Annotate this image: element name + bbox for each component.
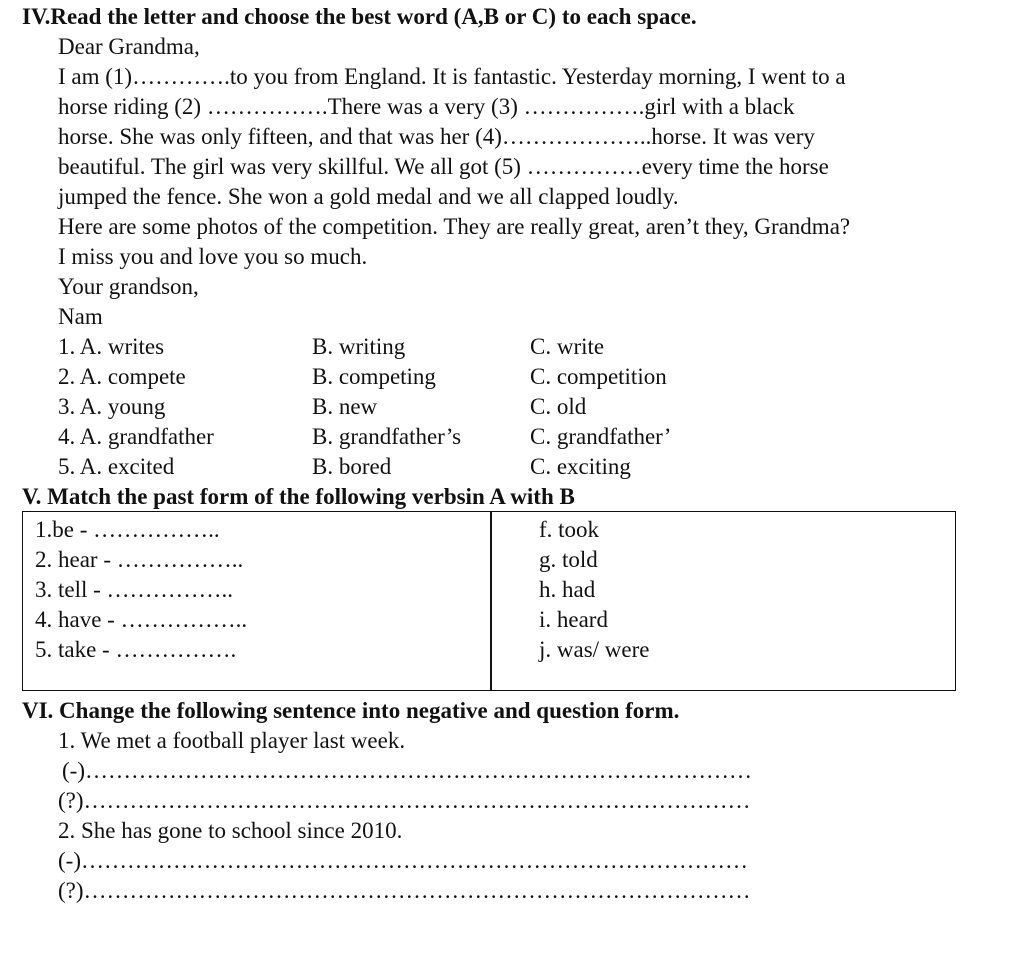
option-a: 3. A. young [58,394,166,419]
sentence-prompt: 1. We met a football player last week. [58,728,406,753]
letter-line: jumped the fence. She won a gold medal and we all clapped loudly. [58,184,679,209]
column-b-item: j. was/ were [539,637,650,662]
column-a-item: 4. have - …………….. [35,607,248,632]
letter-line: horse riding (2) …………….There was a very (3) …………….girl with a black [58,94,795,119]
option-a: 2. A. compete [58,364,186,389]
option-b: B. competing [312,364,436,389]
match-table [22,511,956,691]
option-a: 4. A. grandfather [58,424,214,449]
column-a-item: 1.be - …………….. [35,517,220,542]
option-c: C. exciting [530,454,631,479]
letter-line: beautiful. The girl was very skillful. We all got (5) ……………every time the horse [58,154,829,179]
option-c: C. competition [530,364,667,389]
option-c: C. old [530,394,587,419]
letter-line: Here are some photos of the competition. They are really great, aren’t they, Grandma? [58,214,851,239]
column-b-item: h. had [539,577,596,602]
column-a-item: 5. take - ……………. [35,637,237,662]
question-answer-line[interactable]: (?)…………………………………………………………………………… [58,878,751,903]
option-b: B. new [312,394,378,419]
letter-line: Dear Grandma, [58,34,200,59]
column-b-item: i. heard [539,607,608,632]
letter-line: I miss you and love you so much. [58,244,368,269]
section5-title: V. Match the past form of the following verbsin A with B [22,484,575,509]
option-b: B. writing [312,334,406,359]
column-a-item: 3. tell - …………….. [35,577,234,602]
question-answer-line[interactable]: (?)…………………………………………………………………………… [58,788,751,813]
negative-answer-line[interactable]: (-)…………………………………………………………………………… [62,758,752,783]
letter-line: Your grandson, [58,274,199,299]
table-divider [490,512,492,690]
option-c: C. write [530,334,605,359]
column-b-item: g. told [539,547,598,572]
letter-line: I am (1)………….to you from England. It is fantastic. Yesterday morning, I went to a [58,64,846,89]
column-b-item: f. took [539,517,600,542]
option-a: 1. A. writes [58,334,165,359]
negative-answer-line[interactable]: (-)…………………………………………………………………………… [58,848,748,873]
letter-line: Nam [58,304,103,329]
column-a-item: 2. hear - …………….. [35,547,244,572]
option-c: C. grandfather’ [530,424,672,449]
option-a: 5. A. excited [58,454,175,479]
letter-line: horse. She was only fifteen, and that was her (4)………………..horse. It was very [58,124,815,149]
option-b: B. grandfather’s [312,424,462,449]
sentence-prompt: 2. She has gone to school since 2010. [58,818,403,843]
option-b: B. bored [312,454,392,479]
section6-title: VI. Change the following sentence into negative and question form. [22,698,680,723]
section4-title: IV.Read the letter and choose the best word (A,B or C) to each space. [22,4,697,29]
